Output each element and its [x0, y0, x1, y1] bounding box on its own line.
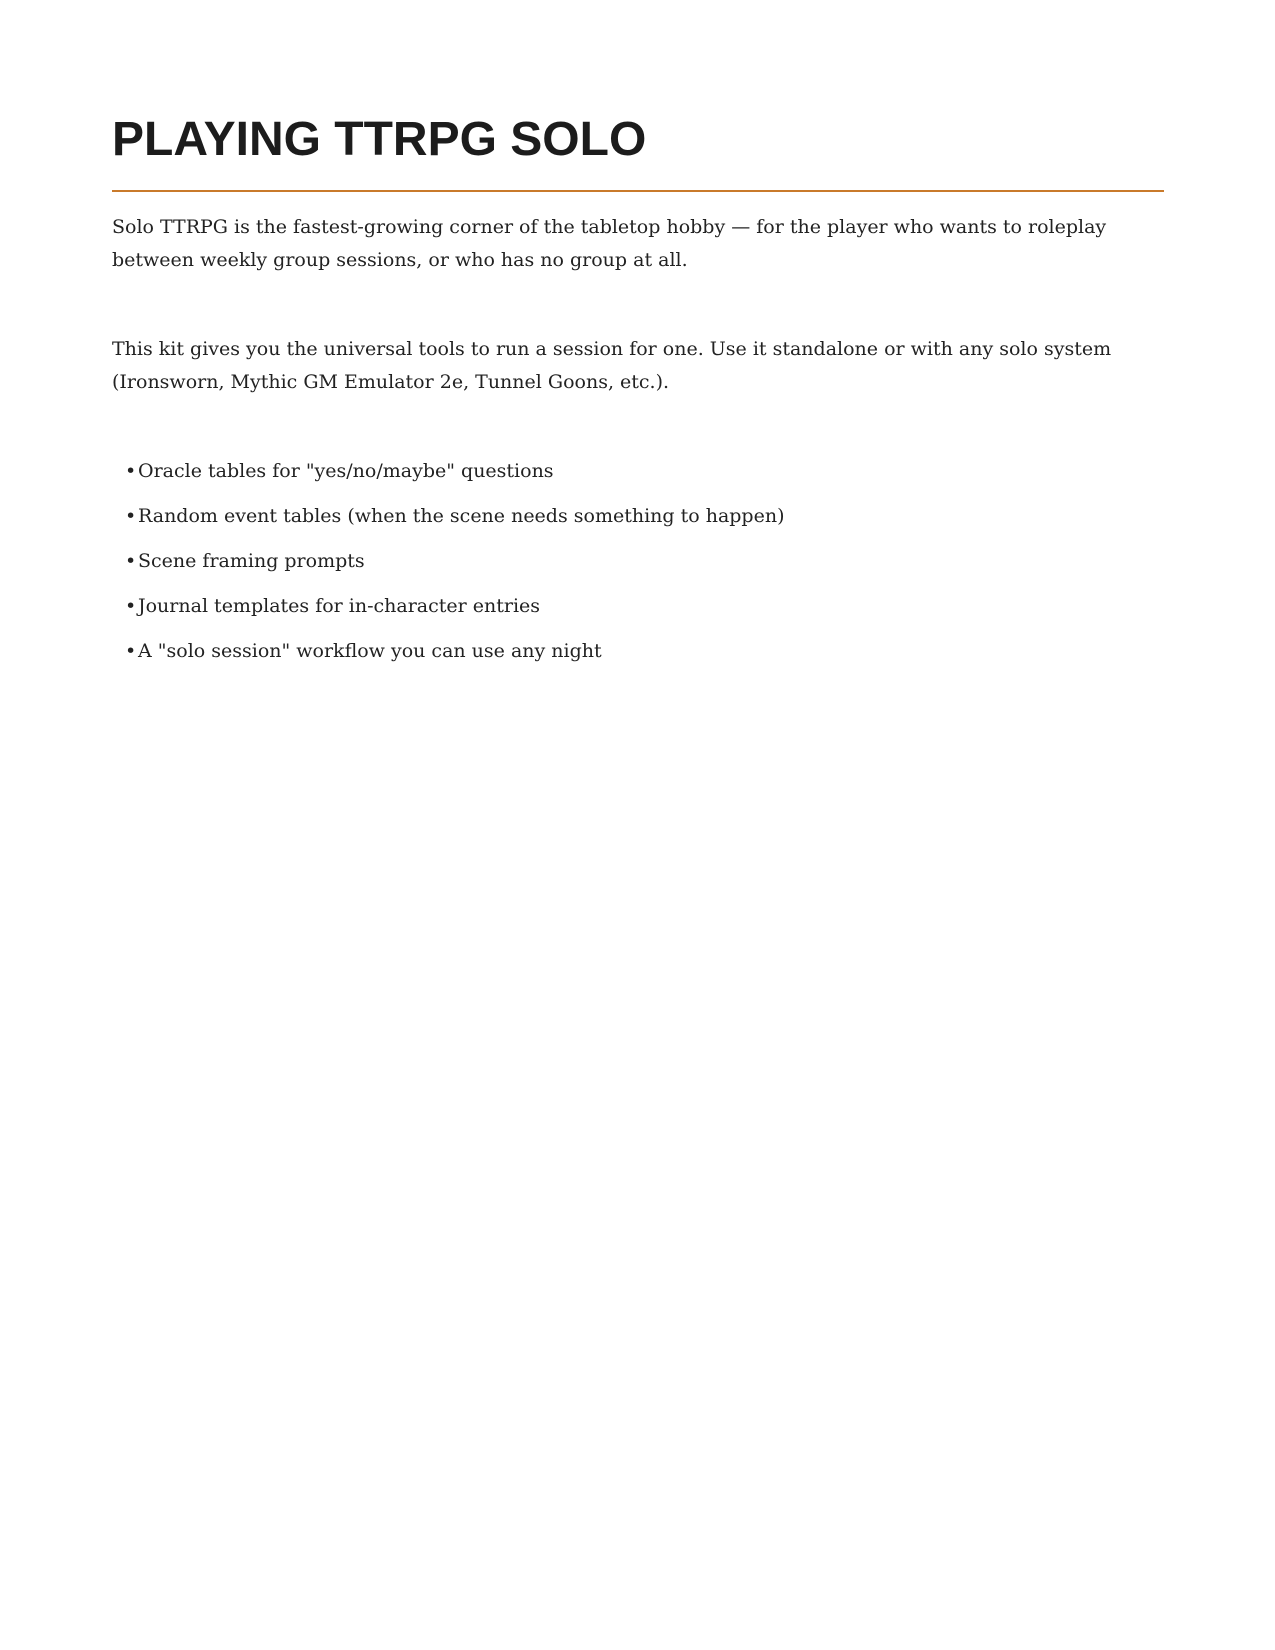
bullet-icon: •	[125, 640, 137, 662]
kit-description-paragraph: This kit gives you the universal tools to run a session for one. Use it standalone or with any solo system (Ironsworn, Mythic GM Emulator 2e, Tunnel Goons, etc.).	[112, 338, 1112, 393]
list-item	[125, 635, 1164, 668]
bullet-icon: •	[125, 505, 137, 527]
title-divider	[112, 190, 1164, 192]
document-page	[112, 108, 1164, 680]
list-item	[125, 500, 1164, 533]
page-title: PLAYING TTRPG SOLO	[112, 113, 647, 166]
list-item-text: Journal templates for in-character entries	[138, 595, 541, 617]
list-item-text: Random event tables (when the scene needs something to happen)	[138, 505, 785, 527]
list-item	[125, 455, 1164, 488]
bullet-icon: •	[125, 550, 137, 572]
intro-paragraph: Solo TTRPG is the fastest-growing corner of the tabletop hobby — for the player who wants to roleplay between weekly group sessions, or who has no group at all.	[112, 216, 1107, 271]
list-item-text: A "solo session" workflow you can use any night	[138, 640, 602, 662]
bullet-icon: •	[125, 460, 137, 482]
list-item-text: Oracle tables for "yes/no/maybe" questions	[138, 460, 554, 482]
feature-list	[125, 455, 1164, 668]
bullet-icon: •	[125, 595, 137, 617]
list-item	[125, 590, 1164, 623]
list-item-text: Scene framing prompts	[138, 550, 365, 572]
list-item	[125, 545, 1164, 578]
